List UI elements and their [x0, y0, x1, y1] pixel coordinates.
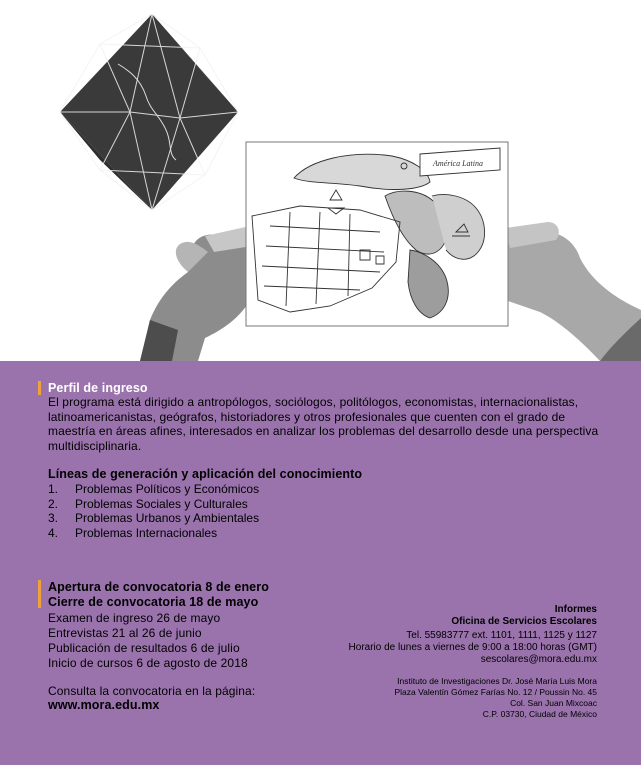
map-title-label: América Latina [433, 159, 483, 168]
interviews-date: Entrevistas 21 al 26 de junio [48, 626, 202, 640]
email-link[interactable]: sescolares@mora.edu.mx [480, 654, 597, 665]
list-item: 1. Problemas Políticos y Económicos [48, 482, 260, 496]
start-date: Inicio de cursos 6 de agosto de 2018 [48, 656, 248, 670]
office-name: Oficina de Servicios Escolares [451, 616, 597, 627]
results-date: Publicación de resultados 6 de julio [48, 641, 240, 655]
phone: Tel. 55983777 ext. 1101, 1111, 1125 y 1127 [406, 630, 597, 641]
left-hand [140, 226, 252, 361]
list-item: 2. Problemas Sociales y Culturales [48, 496, 248, 511]
polyhedron-graphic [60, 14, 238, 210]
illustration-svg [0, 0, 641, 361]
exam-date: Examen de ingreso 26 de mayo [48, 611, 221, 625]
list-item: 3. Problemas Urbanos y Ambientales [48, 511, 260, 525]
address-line: Instituto de Investigaciones Dr. José María Luis Mora [397, 676, 597, 686]
opening-date: Apertura de convocatoria 8 de enero [48, 580, 269, 594]
map-card [246, 142, 508, 326]
address-line: Col. San Juan Mixcoac [510, 698, 597, 708]
consult-text: Consulta la convocatoria en la página: [48, 684, 256, 698]
lines-heading: Líneas de generación y aplicación del conocimiento [48, 467, 363, 481]
address-line: C.P. 03730, Ciudad de México [482, 709, 597, 719]
profile-heading: Perfil de ingreso [48, 381, 148, 395]
accent-bar-dates [38, 580, 41, 608]
header-illustration [0, 0, 641, 361]
accent-bar-profile [38, 381, 41, 395]
closing-date: Cierre de convocatoria 18 de mayo [48, 595, 259, 609]
website-link[interactable]: www.mora.edu.mx [48, 698, 160, 712]
profile-body: El programa está dirigido a antropólogos, sociólogos, politólogos, economistas, internacionalistas, latinoamericanistas, geógrafos, historiadores y otros profesionales que cuenten con el grado de maestría en áreas afines, interesados en analizar los problemas del desarrollo desde una perspectiva multidisciplinaria. [48, 395, 599, 453]
informes-title: Informes [554, 604, 597, 615]
address-line: Plaza Valentín Gómez Farías No. 12 / Poussin No. 45 [394, 687, 597, 697]
list-item: 4. Problemas Internacionales [48, 525, 218, 540]
right-hand [505, 222, 641, 361]
office-hours: Horario de lunes a viernes de 9:00 a 18:00 horas (GMT) [348, 642, 597, 653]
lines-list [48, 482, 528, 540]
